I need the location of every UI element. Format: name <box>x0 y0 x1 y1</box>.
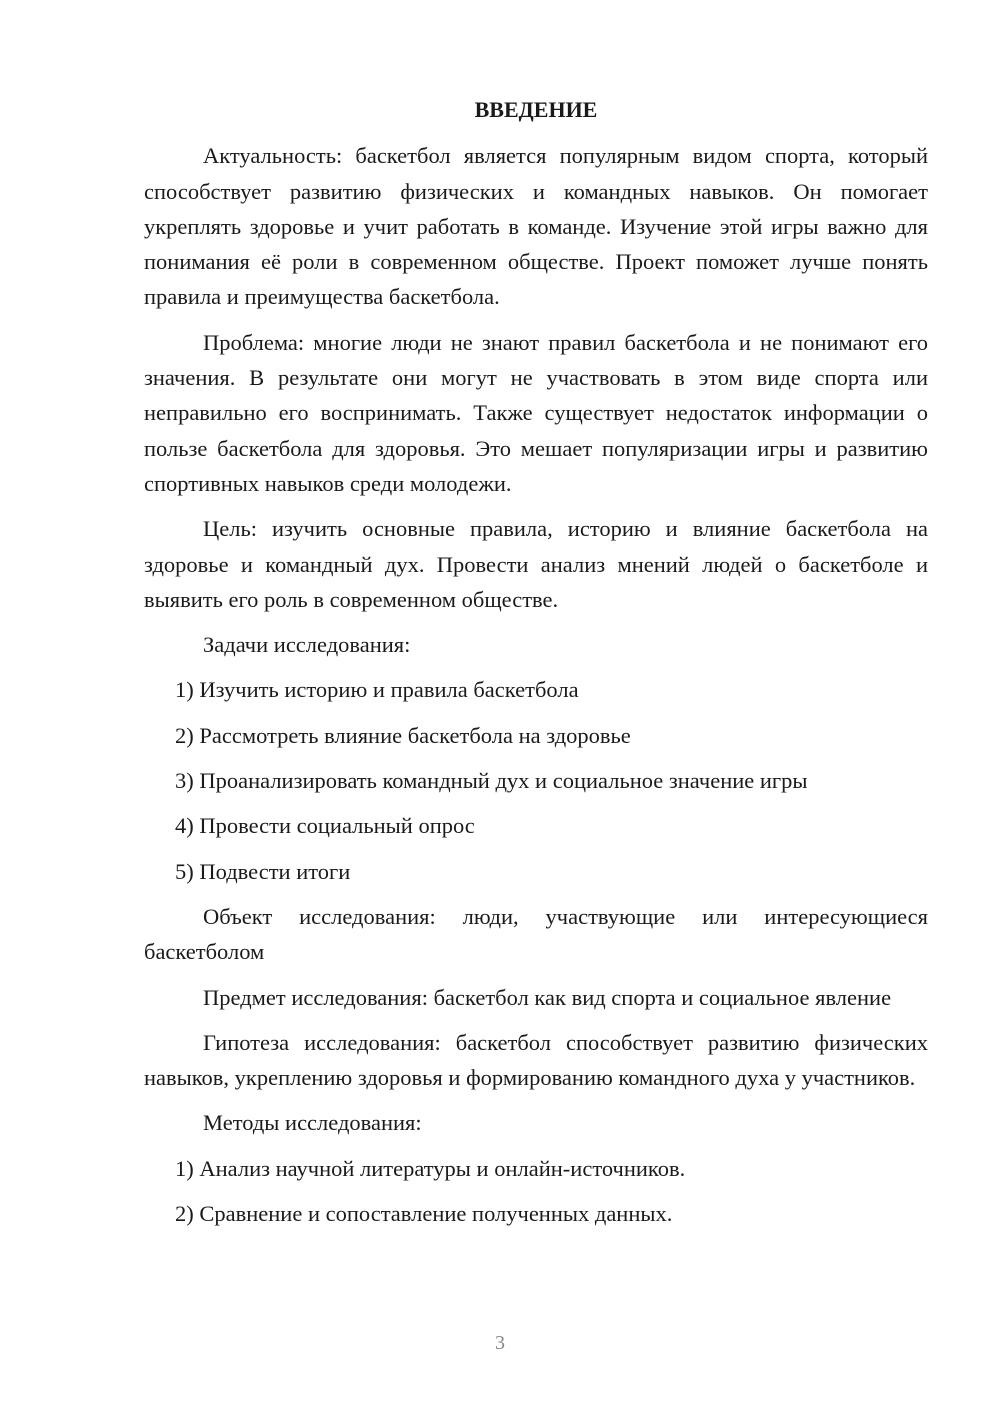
list-item: 2) Рассмотреть влияние баскетбола на здоровье <box>175 722 631 748</box>
methods-title: Методы исследования: <box>203 1110 422 1136</box>
tasks-title: Задачи исследования: <box>203 632 411 658</box>
page-title: ВВЕДЕНИЕ <box>474 97 598 122</box>
object-paragraph: Объект исследования: люди, участвующие или интересующиеся баскетболом <box>144 903 928 965</box>
list-item: 4) Провести социальный опрос <box>175 813 475 839</box>
tasks-list <box>144 672 928 888</box>
hypothesis-paragraph: Гипотеза исследования: баскетбол способствует развитию физических навыков, укреплению здоровья и формированию командного духа у участников. <box>144 1029 928 1091</box>
relevance-paragraph: Актуальность: баскетбол является популярным видом спорта, который способствует развитию физических и командных навыков. Он помогает укреплять здоровье и учит работать в команде. Изучение этой игры важно для понимания её роли в современном обществе. Проект поможет лучше понять правила и преимущества баскетбола. <box>144 143 928 310</box>
list-item: 5) Подвести итоги <box>175 858 351 884</box>
subject-paragraph: Предмет исследования: баскетбол как вид спорта и социальное явление <box>203 984 892 1010</box>
page-content <box>144 92 928 1241</box>
list-item: 3) Проанализировать командный дух и социальное значение игры <box>175 768 808 794</box>
methods-list <box>144 1151 928 1232</box>
list-item: 2) Сравнение и сопоставление полученных данных. <box>175 1201 673 1227</box>
goal-paragraph: Цель: изучить основные правила, историю и влияние баскетбола на здоровье и командный дух. Провести анализ мнений людей о баскетболе и выявить его роль в современном обществе. <box>144 516 928 612</box>
list-item: 1) Анализ научной литературы и онлайн-источников. <box>175 1155 686 1181</box>
list-item: 1) Изучить историю и правила баскетбола <box>175 677 579 703</box>
problem-paragraph: Проблема: многие люди не знают правил баскетбола и не понимают его значения. В результате они могут не участвовать в этом виде спорта или неправильно его воспринимать. Также существует недостаток информации о пользе баскетбола для здоровья. Это мешает популяризации игры и развитию спортивных навыков среди молодежи. <box>144 329 928 496</box>
page-number: 3 <box>495 1332 505 1354</box>
